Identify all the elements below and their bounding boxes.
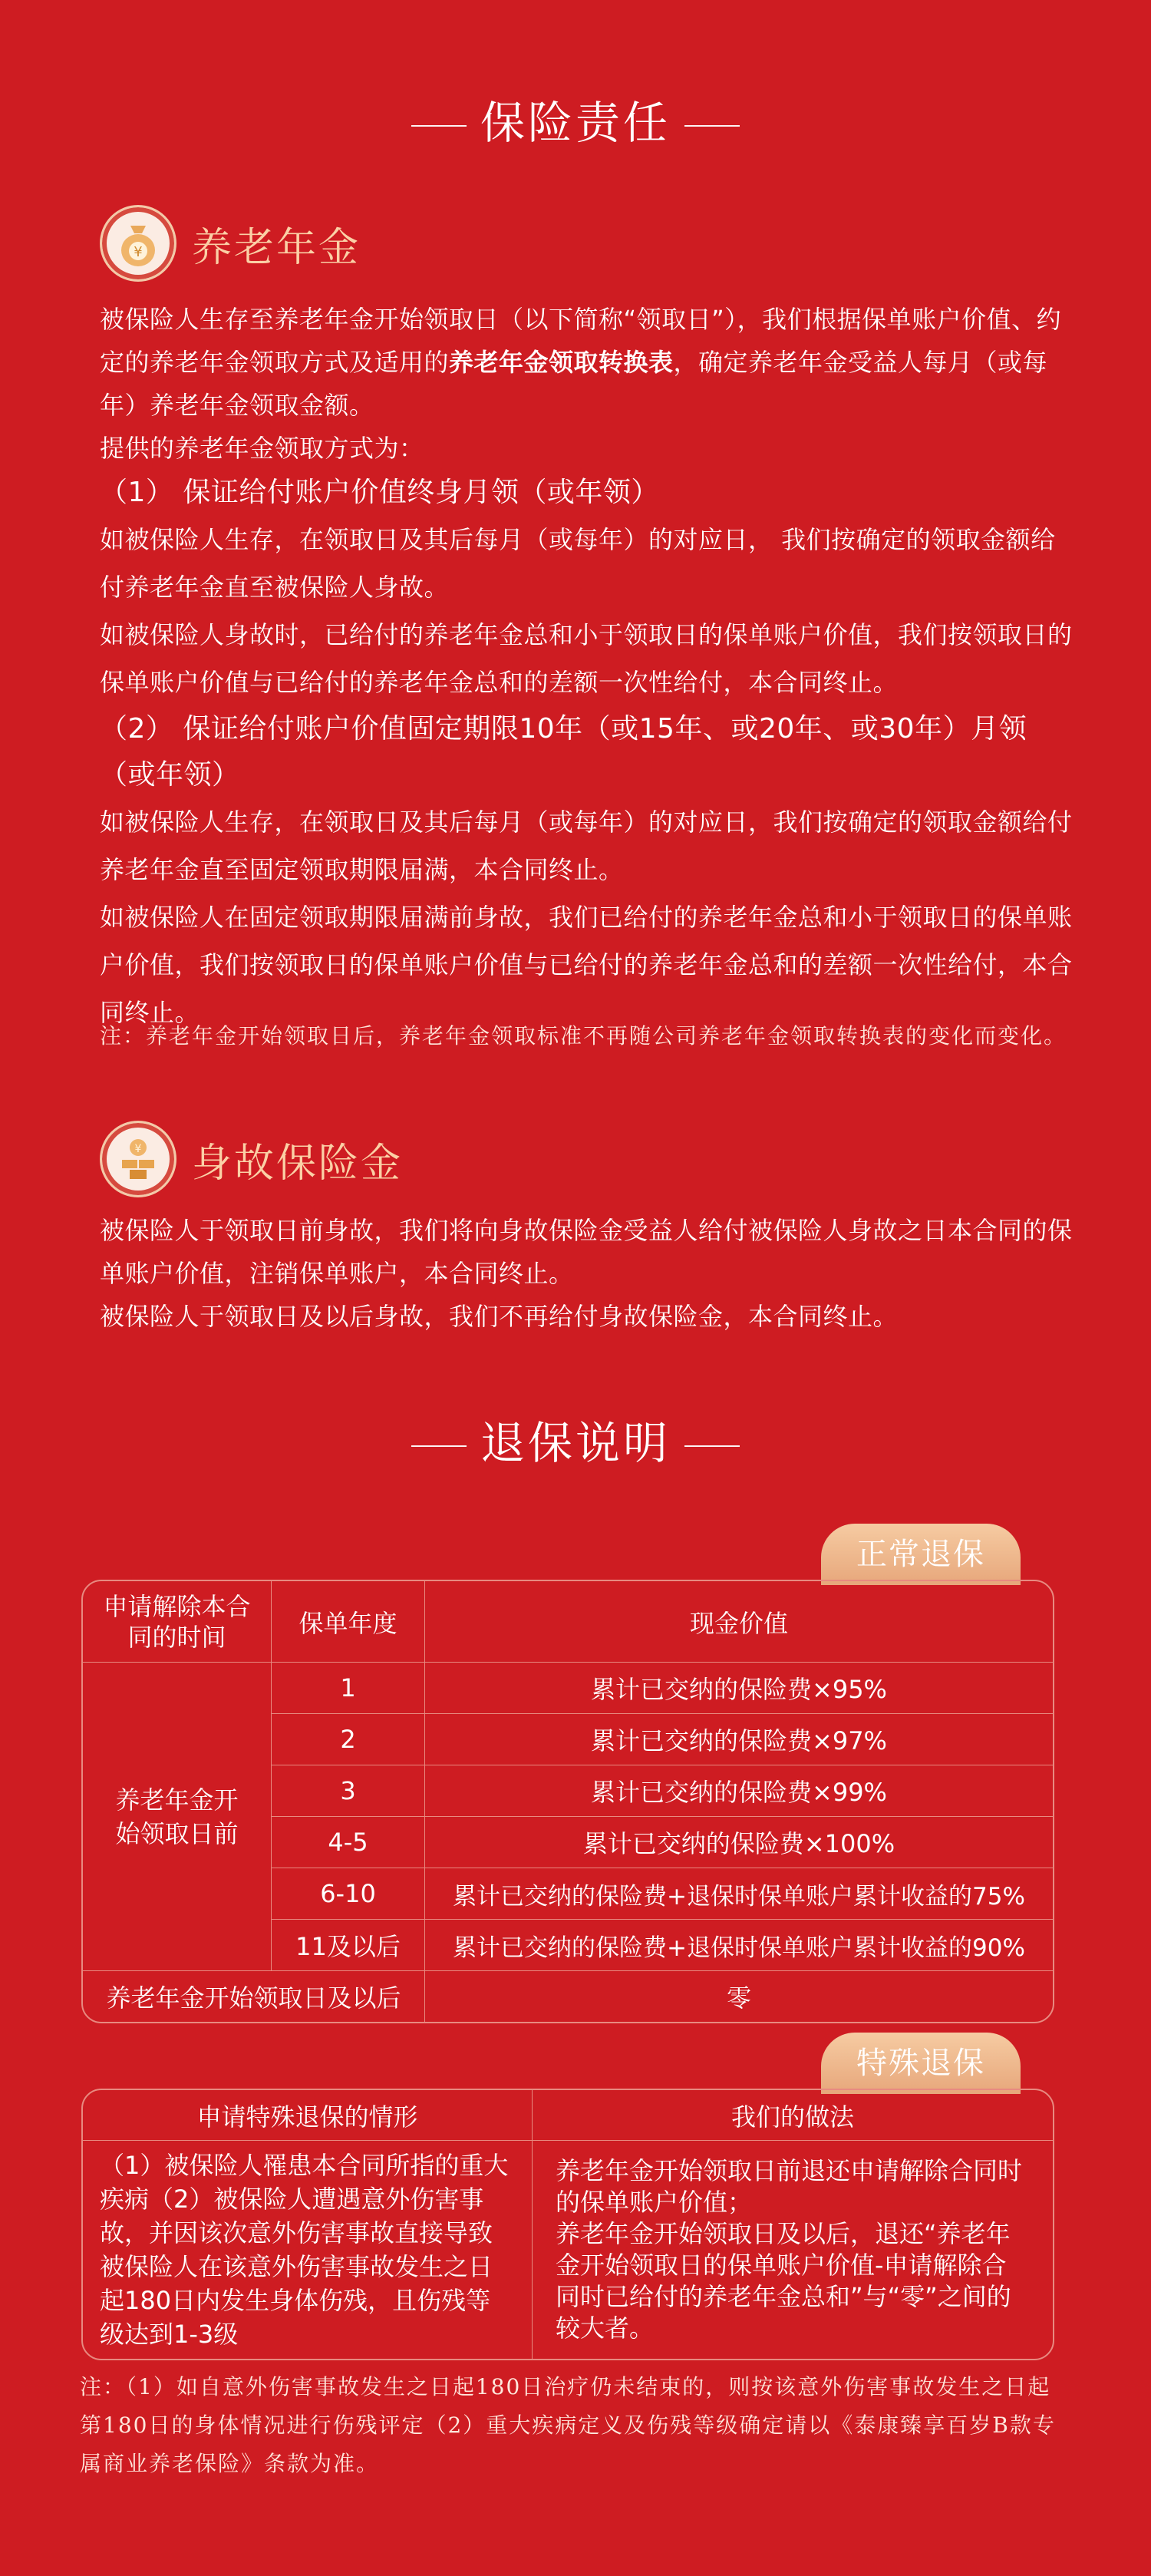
special-surrender-table <box>81 2089 1054 2360</box>
coin-symbol: ¥ <box>134 1143 142 1155</box>
death-benefit-body <box>100 1209 1074 1338</box>
handling-para-2: 养老年金开始领取日及以后，退还“养老年金开始领取日的保单账户价值-申请解除合同时已给付的养老年金总和”与“零”之间的较大者。 <box>556 2219 1011 2343</box>
cash-value: 累计已交纳的保险费×99% <box>425 1765 1053 1817</box>
title-dash-left <box>411 1445 467 1447</box>
option-2-para-1: 如被保险人生存，在领取日及其后每月（或每年）的对应日，我们按确定的领取金额给付养老年金直至固定领取期限届满，本合同终止。 <box>100 807 1073 884</box>
table-header: 我们的做法 <box>533 2090 1053 2141</box>
annuity-note: 注：养老年金开始领取日后，养老年金领取标准不再随公司养老年金领取转换表的变化而变化。 <box>100 1023 1067 1049</box>
conversion-table-term: 养老年金领取转换表 <box>449 348 674 377</box>
special-situation: （1）被保险人罹患本合同所指的重大疾病（2）被保险人遭遇意外伤害事故，并因该次意外伤害事故直接导致被保险人在该意外伤害事故发生之日起180日内发生身体伤残，且伤残等级达到1-3级 <box>83 2141 533 2359</box>
annuity-body <box>100 298 1074 1036</box>
policy-year: 11及以后 <box>272 1920 425 1971</box>
annuity-para-2: 提供的养老年金领取方式为： <box>100 434 424 463</box>
group-label: 养老年金开始领取日前 <box>83 1663 272 1971</box>
annuity-para-1: 被保险人生存至养老年金开始领取日（以下简称“领取日”），我们根据保单账户价值、约定的养老年金领取方式及适用的养老年金领取转换表，确定养老年金受益人每月（或每年）养老年金领取金额。 <box>100 305 1062 420</box>
cash-value: 累计已交纳的保险费+退保时保单账户累计收益的90% <box>425 1920 1053 1971</box>
special-handling <box>533 2141 1053 2359</box>
cash-value: 累计已交纳的保险费+退保时保单账户累计收益的75% <box>425 1868 1053 1920</box>
gold-bars-icon <box>100 1121 176 1197</box>
table-header: 保单年度 <box>272 1581 425 1663</box>
option-1-para-1: 如被保险人生存，在领取日及其后每月（或每年）的对应日， 我们按确定的领取金额给付养老年金直至被保险人身故。 <box>100 525 1056 602</box>
table-header: 现金价值 <box>425 1581 1053 1663</box>
policy-year: 1 <box>272 1663 425 1714</box>
title-dash-left <box>411 125 467 127</box>
cash-value: 累计已交纳的保险费×95% <box>425 1663 1053 1714</box>
title-dash-right <box>684 1445 740 1447</box>
cash-value: 累计已交纳的保险费×100% <box>425 1817 1053 1868</box>
annuity-heading-text: 养老年金 <box>192 224 361 271</box>
title-dash-right <box>684 125 740 127</box>
annuity-heading <box>100 201 361 286</box>
section-title-text: 保险责任 <box>480 97 671 149</box>
option-2-para-2: 如被保险人在固定领取期限届满前身故，我们已给付的养老年金总和小于领取日的保单账户价值，我们按领取日的保单账户价值与已给付的养老年金总和的差额一次性给付，本合同终止。 <box>100 903 1073 1027</box>
after-start-value: 零 <box>726 1983 751 2013</box>
death-benefit-heading <box>100 1117 403 1201</box>
money-bag-symbol: ¥ <box>134 244 143 260</box>
option-1-title: （1） 保证给付账户价值终身月领（或年领） <box>100 477 659 508</box>
section-title-text: 退保说明 <box>480 1417 671 1469</box>
policy-year: 2 <box>272 1714 425 1765</box>
handling-para-1: 养老年金开始领取日前退还申请解除合同时的保单账户价值； <box>556 2156 1023 2217</box>
table-header: 申请解除本合同的时间 <box>83 1581 272 1663</box>
option-2-title: （2） 保证给付账户价值固定期限10年（或15年、或20年、或30年）月领（或年领） <box>100 713 1027 791</box>
normal-surrender-tab: 正常退保 <box>821 1524 1021 1585</box>
money-bag-icon <box>100 205 176 282</box>
death-benefit-heading-text: 身故保险金 <box>192 1140 404 1187</box>
death-para-1: 被保险人于领取日前身故，我们将向身故保险金受益人给付被保险人身故之日本合同的保单账户价值，注销保单账户，本合同终止。 <box>100 1216 1073 1288</box>
death-para-2: 被保险人于领取日及以后身故，我们不再给付身故保险金，本合同终止。 <box>100 1302 899 1331</box>
section-title-coverage <box>0 92 1151 154</box>
special-surrender-tab: 特殊退保 <box>821 2033 1021 2094</box>
normal-surrender-table <box>81 1580 1054 2023</box>
table-header: 申请特殊退保的情形 <box>83 2090 533 2141</box>
policy-year: 3 <box>272 1765 425 1817</box>
option-1-para-2: 如被保险人身故时，已给付的养老年金总和小于领取日的保单账户价值，我们按领取日的保单账户价值与已给付的养老年金总和的差额一次性给付，本合同终止。 <box>100 620 1073 697</box>
policy-year: 6-10 <box>272 1868 425 1920</box>
footnote: 注：（1）如自意外伤害事故发生之日起180日治疗仍未结束的，则按该意外伤害事故发生之日起第180日的身体情况进行伤残评定（2）重大疾病定义及伤残等级确定请以《泰康臻享百岁B款专属商业养老保险》条款为准。 <box>80 2374 1056 2476</box>
cash-value: 累计已交纳的保险费×97% <box>425 1714 1053 1765</box>
after-start-label: 养老年金开始领取日及以后 <box>83 1971 425 2022</box>
section-title-surrender <box>0 1412 1151 1474</box>
policy-year: 4-5 <box>272 1817 425 1868</box>
